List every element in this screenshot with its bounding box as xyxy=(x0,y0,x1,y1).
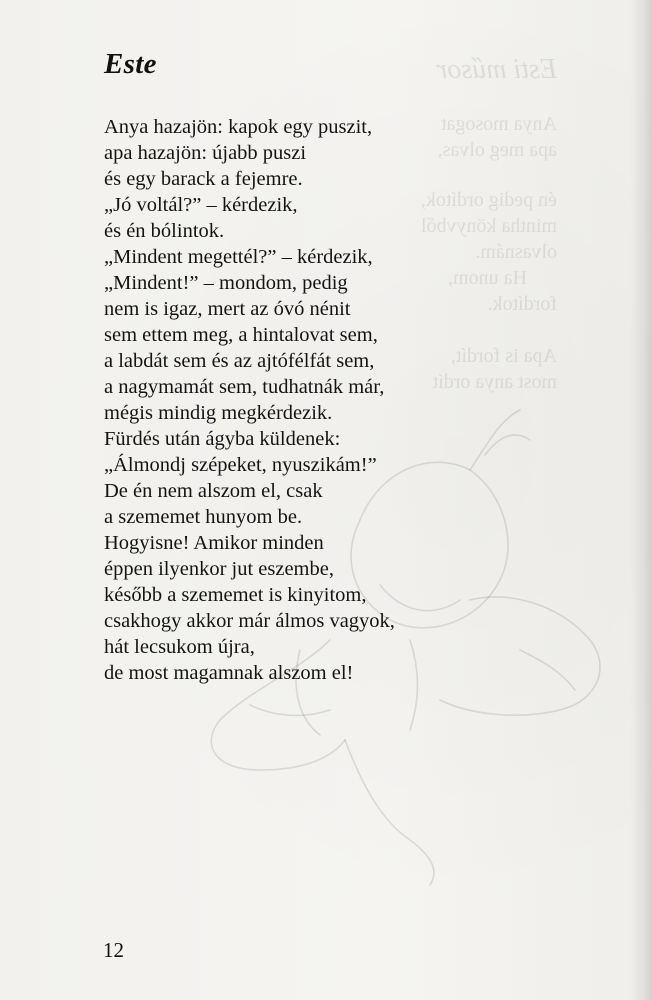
show-through-line: most anya ordít xyxy=(432,371,557,393)
poem-line: „Jó voltál?” – kérdezik, xyxy=(104,194,298,216)
poem-line: a nagymamát sem, tudhatnák már, xyxy=(104,376,385,398)
poem-line: de most magamnak alszom el! xyxy=(104,662,354,684)
poem-line: „Álmondj szépeket, nyuszikám!” xyxy=(104,454,377,476)
poem-line: mégis mindig megkérdezik. xyxy=(104,402,333,424)
poem-line: a szememet hunyom be. xyxy=(104,506,303,528)
show-through-line: Ha unom, xyxy=(448,267,527,289)
poem-line: és én bólintok. xyxy=(104,220,225,242)
poem-line: nem is igaz, mert az óvó nénit xyxy=(104,298,351,320)
poem-line: hát lecsukom újra, xyxy=(104,636,255,658)
binding-shadow xyxy=(630,0,652,1000)
show-through-line: olvasnám. xyxy=(475,241,557,263)
poem-line: sem ettem meg, a hintalovat sem, xyxy=(104,324,378,346)
show-through-line: én pedig ordítok, xyxy=(420,189,557,211)
poem-line: De én nem alszom el, csak xyxy=(104,480,323,502)
poem-line: Hogyisne! Amikor minden xyxy=(104,532,324,554)
poem-line: a labdát sem és az ajtófélfát sem, xyxy=(104,350,375,372)
poem-line: csakhogy akkor már álmos vagyok, xyxy=(104,610,395,632)
poem-body xyxy=(104,114,524,686)
poem-title: Este xyxy=(104,48,157,80)
show-through-line: mintha könyvből xyxy=(420,215,557,237)
show-through-line: apa meg olvas, xyxy=(437,139,557,161)
poem-line: később a szememet is kinyitom, xyxy=(104,584,367,606)
show-through-line: fordítok. xyxy=(487,293,557,315)
poem-line: „Mindent!” – mondom, pedig xyxy=(104,272,348,294)
show-through-line: Anya mosogat xyxy=(440,113,557,135)
poem-line: apa hazajön: újabb puszi xyxy=(104,142,307,164)
show-through-title: Esti műsor xyxy=(436,54,557,85)
poem-line: Anya hazajön: kapok egy puszit, xyxy=(104,116,373,138)
show-through-line: Apa is fordít, xyxy=(450,345,557,367)
poem-line: és egy barack a fejemre. xyxy=(104,168,303,190)
poem-line: Fürdés után ágyba küldenek: xyxy=(104,428,341,450)
poem-line: éppen ilyenkor jut eszembe, xyxy=(104,558,334,580)
page-number: 12 xyxy=(103,938,124,962)
poem-line: „Mindent megettél?” – kérdezik, xyxy=(104,246,373,268)
